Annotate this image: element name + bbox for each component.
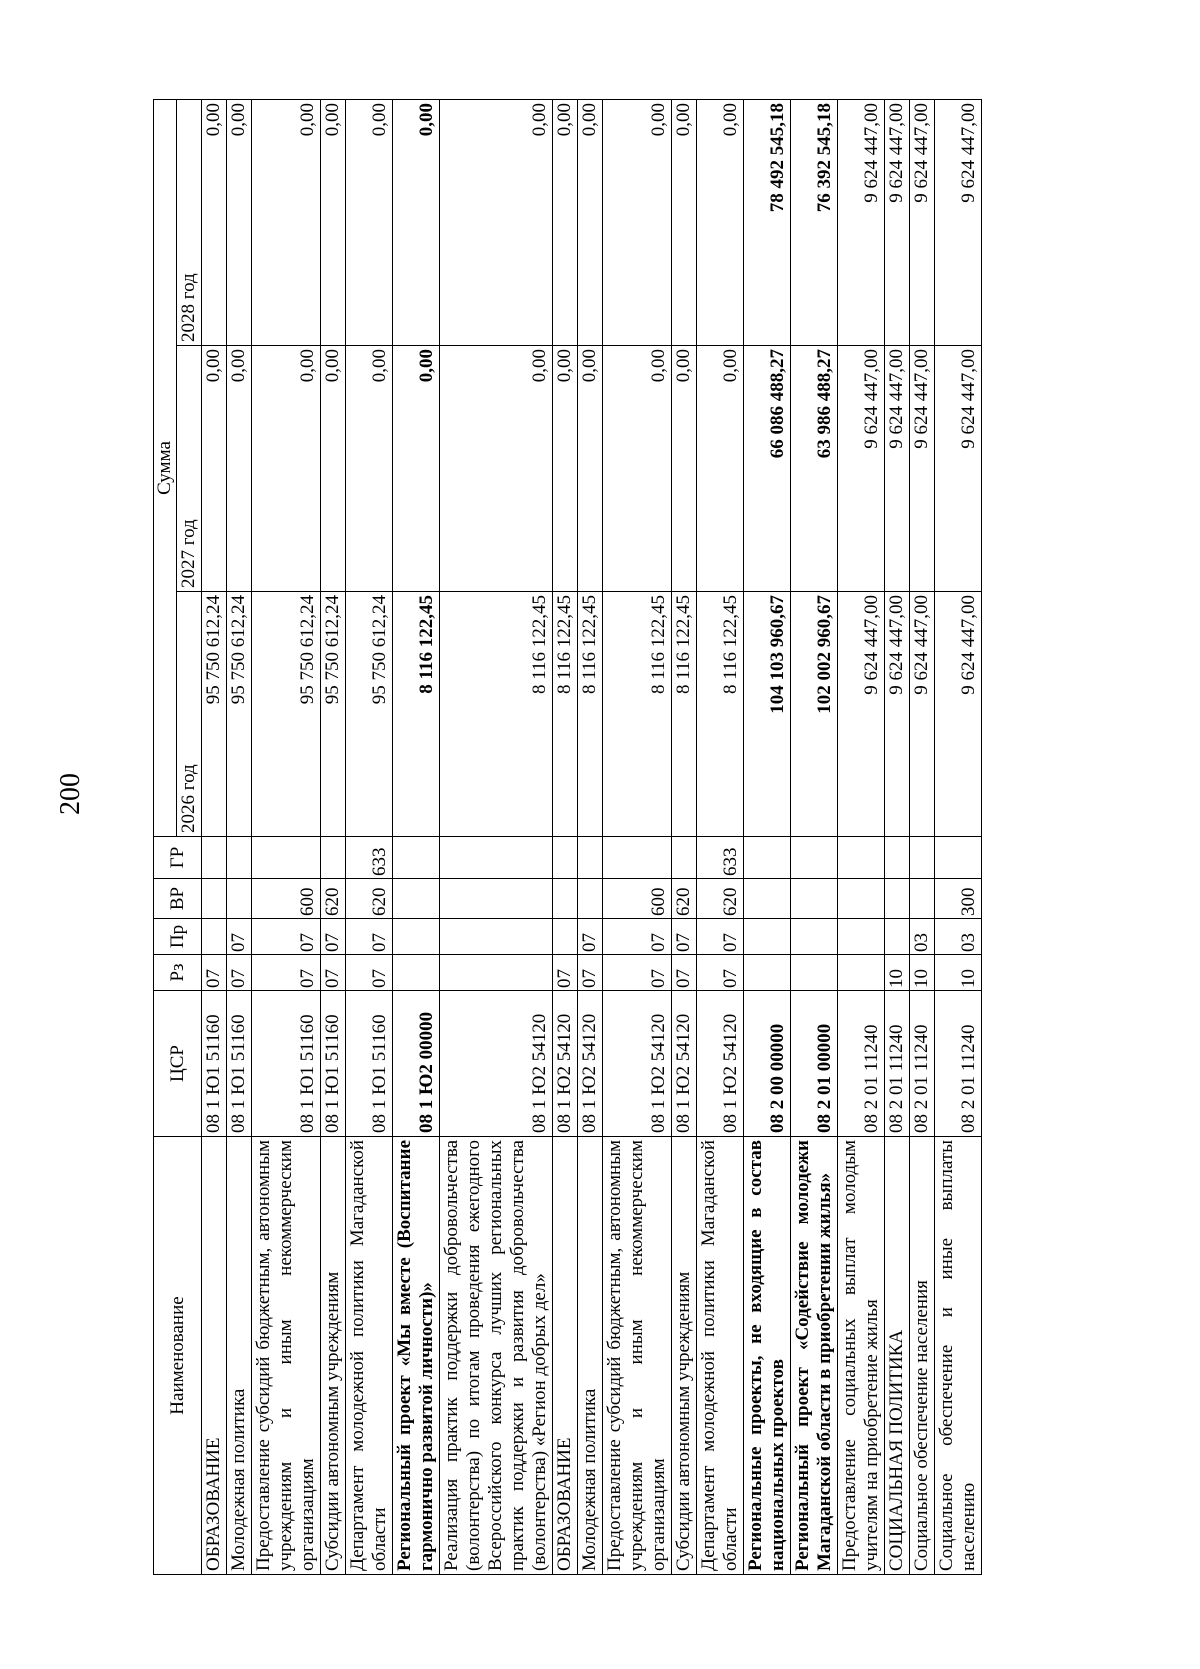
cell-gr	[321, 837, 346, 879]
cell-name: ОБРАЗОВАНИЕ	[553, 1137, 578, 1575]
table-row	[553, 99, 578, 1574]
cell-vr: 620	[346, 879, 393, 919]
cell-2027: 0,00	[346, 346, 393, 592]
cell-csr: 08 1 Ю1 51160	[227, 991, 252, 1137]
cell-csr: 08 1 Ю2 54120	[440, 991, 553, 1137]
table-row	[603, 99, 672, 1574]
cell-csr: 08 1 Ю2 54120	[603, 991, 672, 1137]
cell-name: Субсидии автономным учреждениям	[672, 1137, 697, 1575]
cell-name: ОБРАЗОВАНИЕ	[202, 1137, 227, 1575]
cell-csr: 08 2 01 11240	[838, 991, 885, 1137]
cell-name: Социальное обеспечение населения	[910, 1137, 935, 1575]
cell-name: Департамент молодежной политики Магаданской области	[697, 1137, 744, 1575]
cell-2026: 95 750 612,24	[346, 592, 393, 837]
cell-rz	[393, 955, 440, 991]
table-row	[697, 99, 744, 1574]
cell-vr	[393, 879, 440, 919]
cell-vr: 600	[252, 879, 321, 919]
cell-rz: 07	[578, 955, 603, 991]
cell-2026: 8 116 122,45	[672, 592, 697, 837]
cell-2027: 0,00	[603, 346, 672, 592]
cell-pr	[885, 919, 910, 955]
cell-csr: 08 1 Ю2 00000	[393, 991, 440, 1137]
cell-2028: 9 624 447,00	[838, 99, 885, 345]
cell-csr: 08 1 Ю1 51160	[346, 991, 393, 1137]
cell-vr	[227, 879, 252, 919]
cell-2027: 0,00	[697, 346, 744, 592]
table-row	[227, 99, 252, 1574]
cell-csr: 08 1 Ю1 51160	[321, 991, 346, 1137]
cell-2028: 0,00	[227, 99, 252, 345]
table-row	[252, 99, 321, 1574]
header-row-1	[154, 99, 177, 1574]
cell-name: Предоставление субсидий бюджетным, автономным учреждениям и иным некоммерческим организациям	[252, 1137, 321, 1575]
table-row	[791, 99, 838, 1574]
cell-2027: 9 624 447,00	[910, 346, 935, 592]
cell-vr: 300	[935, 879, 982, 919]
cell-pr	[744, 919, 791, 955]
cell-2026: 8 116 122,45	[440, 592, 553, 837]
cell-2028: 9 624 447,00	[910, 99, 935, 345]
cell-gr	[603, 837, 672, 879]
cell-pr: 07	[346, 919, 393, 955]
cell-2027: 0,00	[440, 346, 553, 592]
cell-2026: 8 116 122,45	[603, 592, 672, 837]
cell-gr	[393, 837, 440, 879]
header-gr: ГР	[154, 837, 202, 879]
header-rz: Рз	[154, 955, 202, 991]
table-row	[346, 99, 393, 1574]
cell-vr	[885, 879, 910, 919]
cell-rz: 07	[227, 955, 252, 991]
cell-2026: 95 750 612,24	[252, 592, 321, 837]
cell-pr: 03	[910, 919, 935, 955]
cell-2028: 0,00	[697, 99, 744, 345]
cell-pr: 07	[252, 919, 321, 955]
cell-rz	[744, 955, 791, 991]
cell-2027: 9 624 447,00	[935, 346, 982, 592]
cell-2027: 63 986 488,27	[791, 346, 838, 592]
cell-name: СОЦИАЛЬНАЯ ПОЛИТИКА	[885, 1137, 910, 1575]
table-row	[440, 99, 553, 1574]
cell-2027: 0,00	[202, 346, 227, 592]
cell-2026: 95 750 612,24	[202, 592, 227, 837]
cell-name: Предоставление социальных выплат молодым учителям на приобретение жилья	[838, 1137, 885, 1575]
cell-vr	[578, 879, 603, 919]
table-row	[744, 99, 791, 1574]
cell-2028: 78 492 545,18	[744, 99, 791, 345]
header-name: Наименование	[154, 1137, 202, 1575]
cell-2027: 9 624 447,00	[885, 346, 910, 592]
header-vr: ВР	[154, 879, 202, 919]
budget-table	[153, 99, 982, 1575]
cell-name: Молодежная политика	[227, 1137, 252, 1575]
table-body	[202, 99, 982, 1574]
cell-2028: 0,00	[603, 99, 672, 345]
cell-pr	[202, 919, 227, 955]
cell-gr	[252, 837, 321, 879]
cell-vr: 600	[603, 879, 672, 919]
header-pr: Пр	[154, 919, 202, 955]
cell-2026: 9 624 447,00	[935, 592, 982, 837]
cell-csr: 08 1 Ю2 54120	[672, 991, 697, 1137]
cell-2027: 0,00	[553, 346, 578, 592]
cell-2028: 0,00	[202, 99, 227, 345]
cell-vr	[440, 879, 553, 919]
cell-vr	[910, 879, 935, 919]
cell-rz: 10	[885, 955, 910, 991]
cell-vr	[791, 879, 838, 919]
cell-2028: 0,00	[672, 99, 697, 345]
cell-name: Социальное обеспечение и иные выплаты населению	[935, 1137, 982, 1575]
cell-gr	[935, 837, 982, 879]
cell-rz: 07	[697, 955, 744, 991]
cell-2026: 104 103 960,67	[744, 592, 791, 837]
cell-2027: 9 624 447,00	[838, 346, 885, 592]
cell-2026: 9 624 447,00	[838, 592, 885, 837]
header-year-2028: 2028 год	[177, 99, 202, 345]
cell-csr: 08 2 01 11240	[935, 991, 982, 1137]
cell-csr: 08 1 Ю1 51160	[202, 991, 227, 1137]
cell-name: Департамент молодежной политики Магаданской области	[346, 1137, 393, 1575]
cell-csr: 08 1 Ю2 54120	[697, 991, 744, 1137]
cell-2026: 8 116 122,45	[393, 592, 440, 837]
cell-2028: 0,00	[393, 99, 440, 345]
cell-vr: 620	[672, 879, 697, 919]
cell-pr: 03	[935, 919, 982, 955]
cell-csr: 08 2 01 11240	[885, 991, 910, 1137]
table-row	[202, 99, 227, 1574]
cell-rz: 07	[603, 955, 672, 991]
cell-vr	[202, 879, 227, 919]
cell-rz: 07	[672, 955, 697, 991]
table-row	[393, 99, 440, 1574]
cell-csr: 08 2 01 00000	[791, 991, 838, 1137]
header-csr: ЦСР	[154, 991, 202, 1137]
cell-gr	[440, 837, 553, 879]
cell-pr: 07	[227, 919, 252, 955]
cell-pr	[440, 919, 553, 955]
cell-2028: 0,00	[252, 99, 321, 345]
cell-pr	[791, 919, 838, 955]
cell-vr: 620	[321, 879, 346, 919]
cell-csr: 08 2 01 11240	[910, 991, 935, 1137]
cell-2028: 0,00	[321, 99, 346, 345]
cell-name: Молодежная политика	[578, 1137, 603, 1575]
cell-gr	[885, 837, 910, 879]
cell-2026: 95 750 612,24	[227, 592, 252, 837]
header-year-2026: 2026 год	[177, 592, 202, 837]
table-row	[910, 99, 935, 1574]
cell-pr: 07	[321, 919, 346, 955]
cell-2026: 8 116 122,45	[697, 592, 744, 837]
cell-pr	[838, 919, 885, 955]
cell-pr	[553, 919, 578, 955]
cell-name: Предоставление субсидий бюджетным, автономным учреждениям и иным некоммерческим организациям	[603, 1137, 672, 1575]
cell-2026: 8 116 122,45	[578, 592, 603, 837]
cell-name: Региональные проекты, не входящие в состав национальных проектов	[744, 1137, 791, 1575]
cell-2027: 0,00	[227, 346, 252, 592]
cell-2027: 0,00	[672, 346, 697, 592]
cell-2027: 0,00	[393, 346, 440, 592]
cell-gr	[553, 837, 578, 879]
cell-rz: 10	[910, 955, 935, 991]
cell-gr: 633	[697, 837, 744, 879]
cell-rz: 07	[202, 955, 227, 991]
header-sum: Сумма	[154, 99, 177, 836]
cell-gr	[578, 837, 603, 879]
cell-2028: 76 392 545,18	[791, 99, 838, 345]
cell-2028: 0,00	[440, 99, 553, 345]
table-row	[672, 99, 697, 1574]
cell-pr	[393, 919, 440, 955]
cell-2027: 0,00	[578, 346, 603, 592]
cell-csr: 08 2 00 00000	[744, 991, 791, 1137]
cell-2026: 95 750 612,24	[321, 592, 346, 837]
cell-rz: 07	[553, 955, 578, 991]
cell-2026: 8 116 122,45	[553, 592, 578, 837]
cell-2028: 9 624 447,00	[935, 99, 982, 345]
cell-vr	[838, 879, 885, 919]
table-row	[885, 99, 910, 1574]
table-row	[935, 99, 982, 1574]
cell-gr	[202, 837, 227, 879]
cell-pr: 07	[603, 919, 672, 955]
cell-gr: 633	[346, 837, 393, 879]
cell-gr	[838, 837, 885, 879]
cell-2027: 0,00	[252, 346, 321, 592]
header-year-2027: 2027 год	[177, 346, 202, 592]
table-row	[321, 99, 346, 1574]
table-row	[578, 99, 603, 1574]
cell-gr	[227, 837, 252, 879]
page-number: 200	[55, 773, 86, 815]
cell-2027: 66 086 488,27	[744, 346, 791, 592]
cell-pr: 07	[672, 919, 697, 955]
cell-pr: 07	[578, 919, 603, 955]
cell-pr: 07	[697, 919, 744, 955]
rotated-table-container	[153, 100, 1013, 1575]
cell-2026: 9 624 447,00	[885, 592, 910, 837]
cell-2028: 9 624 447,00	[885, 99, 910, 345]
cell-name: Региональный проект «Мы вместе (Воспитание гармонично развитой личности)»	[393, 1137, 440, 1575]
cell-rz	[791, 955, 838, 991]
cell-vr	[744, 879, 791, 919]
cell-rz	[838, 955, 885, 991]
cell-rz	[440, 955, 553, 991]
cell-2026: 102 002 960,67	[791, 592, 838, 837]
cell-csr: 08 1 Ю2 54120	[553, 991, 578, 1137]
cell-2028: 0,00	[578, 99, 603, 345]
cell-rz: 07	[346, 955, 393, 991]
table-row	[838, 99, 885, 1574]
cell-rz: 07	[321, 955, 346, 991]
cell-gr	[910, 837, 935, 879]
cell-csr: 08 1 Ю2 54120	[578, 991, 603, 1137]
cell-2027: 0,00	[321, 346, 346, 592]
cell-name: Субсидии автономным учреждениям	[321, 1137, 346, 1575]
cell-rz: 10	[935, 955, 982, 991]
cell-vr: 620	[697, 879, 744, 919]
cell-2028: 0,00	[346, 99, 393, 345]
cell-2026: 9 624 447,00	[910, 592, 935, 837]
cell-gr	[791, 837, 838, 879]
cell-gr	[744, 837, 791, 879]
cell-name: Региональный проект «Содействие молодежи Магаданской области в приобретении жилья»	[791, 1137, 838, 1575]
cell-csr: 08 1 Ю1 51160	[252, 991, 321, 1137]
cell-rz: 07	[252, 955, 321, 991]
cell-vr	[553, 879, 578, 919]
cell-2028: 0,00	[553, 99, 578, 345]
cell-name: Реализация практик поддержки добровольчества (волонтерства) по итогам проведения ежегодного Всероссийского конкурса лучших региональных практик поддержки и развития добровольчества (волонтерства) «Регион добрых дел»	[440, 1137, 553, 1575]
cell-gr	[672, 837, 697, 879]
